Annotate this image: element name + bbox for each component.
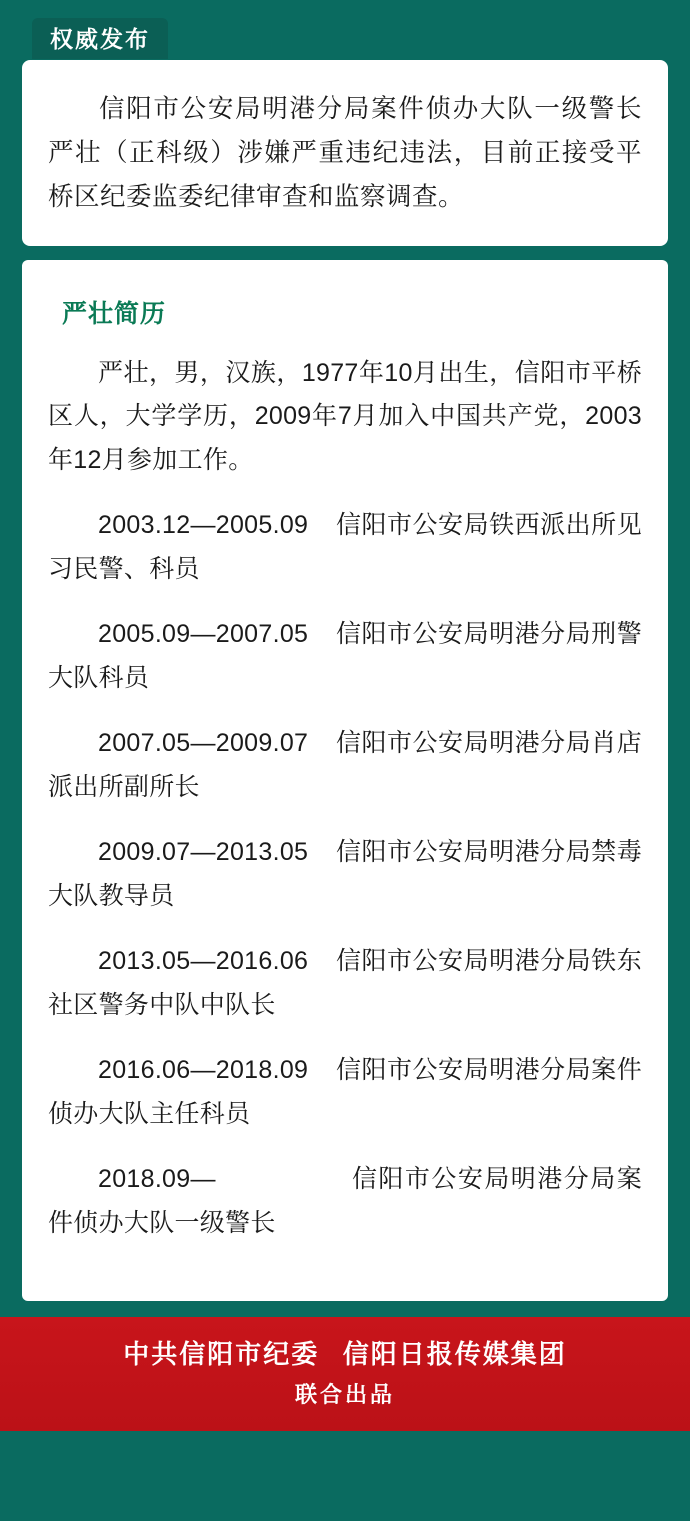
resume-entry-period: 2007.05—2009.07 bbox=[98, 729, 309, 758]
footer-org-1: 中共信阳市纪委 bbox=[123, 1339, 320, 1370]
resume-entry-position: 信阳市公安局明港分局刑警大队科员 bbox=[48, 620, 642, 692]
resume-card bbox=[22, 260, 668, 1302]
footer-org-2: 信阳日报传媒集团 bbox=[342, 1339, 567, 1370]
resume-entry bbox=[48, 831, 642, 918]
resume-entry-position: 信阳市公安局明港分局案件侦办大队主任科员 bbox=[48, 1056, 642, 1128]
footer-band bbox=[0, 1317, 690, 1431]
resume-entry-position: 信阳市公安局明港分局案件侦办大队一级警长 bbox=[48, 1165, 642, 1237]
resume-entry bbox=[48, 1158, 642, 1245]
footer-joint-label: 联合出品 bbox=[294, 1382, 395, 1408]
resume-entry-list bbox=[48, 504, 642, 1245]
resume-entry bbox=[48, 722, 642, 809]
resume-entry bbox=[48, 504, 642, 591]
banner-row bbox=[22, 18, 668, 62]
resume-entry-period: 2005.09—2007.05 bbox=[98, 620, 309, 649]
resume-entry-period: 2013.05—2016.06 bbox=[98, 947, 309, 976]
notice-card bbox=[22, 60, 668, 246]
resume-entry-period: 2016.06—2018.09 bbox=[98, 1056, 309, 1085]
notice-text: 信阳市公安局明港分局案件侦办大队一级警长严壮（正科级）涉嫌严重违纪违法，目前正接受平桥区纪委监委纪律审查和监察调查。 bbox=[48, 95, 642, 211]
resume-entry-position: 信阳市公安局明港分局禁毒大队教导员 bbox=[48, 838, 642, 910]
resume-entry-period: 2003.12—2005.09 bbox=[98, 511, 309, 540]
resume-entry-period: 2018.09— bbox=[98, 1165, 216, 1194]
banner-tab-label: 权威发布 bbox=[32, 18, 168, 59]
resume-entry-position: 信阳市公安局铁西派出所见习民警、科员 bbox=[48, 511, 642, 583]
resume-entry bbox=[48, 1049, 642, 1136]
resume-entry bbox=[48, 940, 642, 1027]
resume-intro: 严壮，男，汉族，1977年10月出生，信阳市平桥区人，大学学历，2009年7月加入中国共产党，2003年12月参加工作。 bbox=[48, 358, 642, 474]
resume-entry-period: 2009.07—2013.05 bbox=[98, 838, 309, 867]
resume-entry-position: 信阳市公安局明港分局肖店派出所副所长 bbox=[48, 729, 642, 801]
resume-entry-position: 信阳市公安局明港分局铁东社区警务中队中队长 bbox=[48, 947, 642, 1019]
footer-organizations bbox=[0, 1335, 690, 1374]
resume-entry bbox=[48, 613, 642, 700]
resume-title: 严壮简历 bbox=[62, 299, 167, 328]
